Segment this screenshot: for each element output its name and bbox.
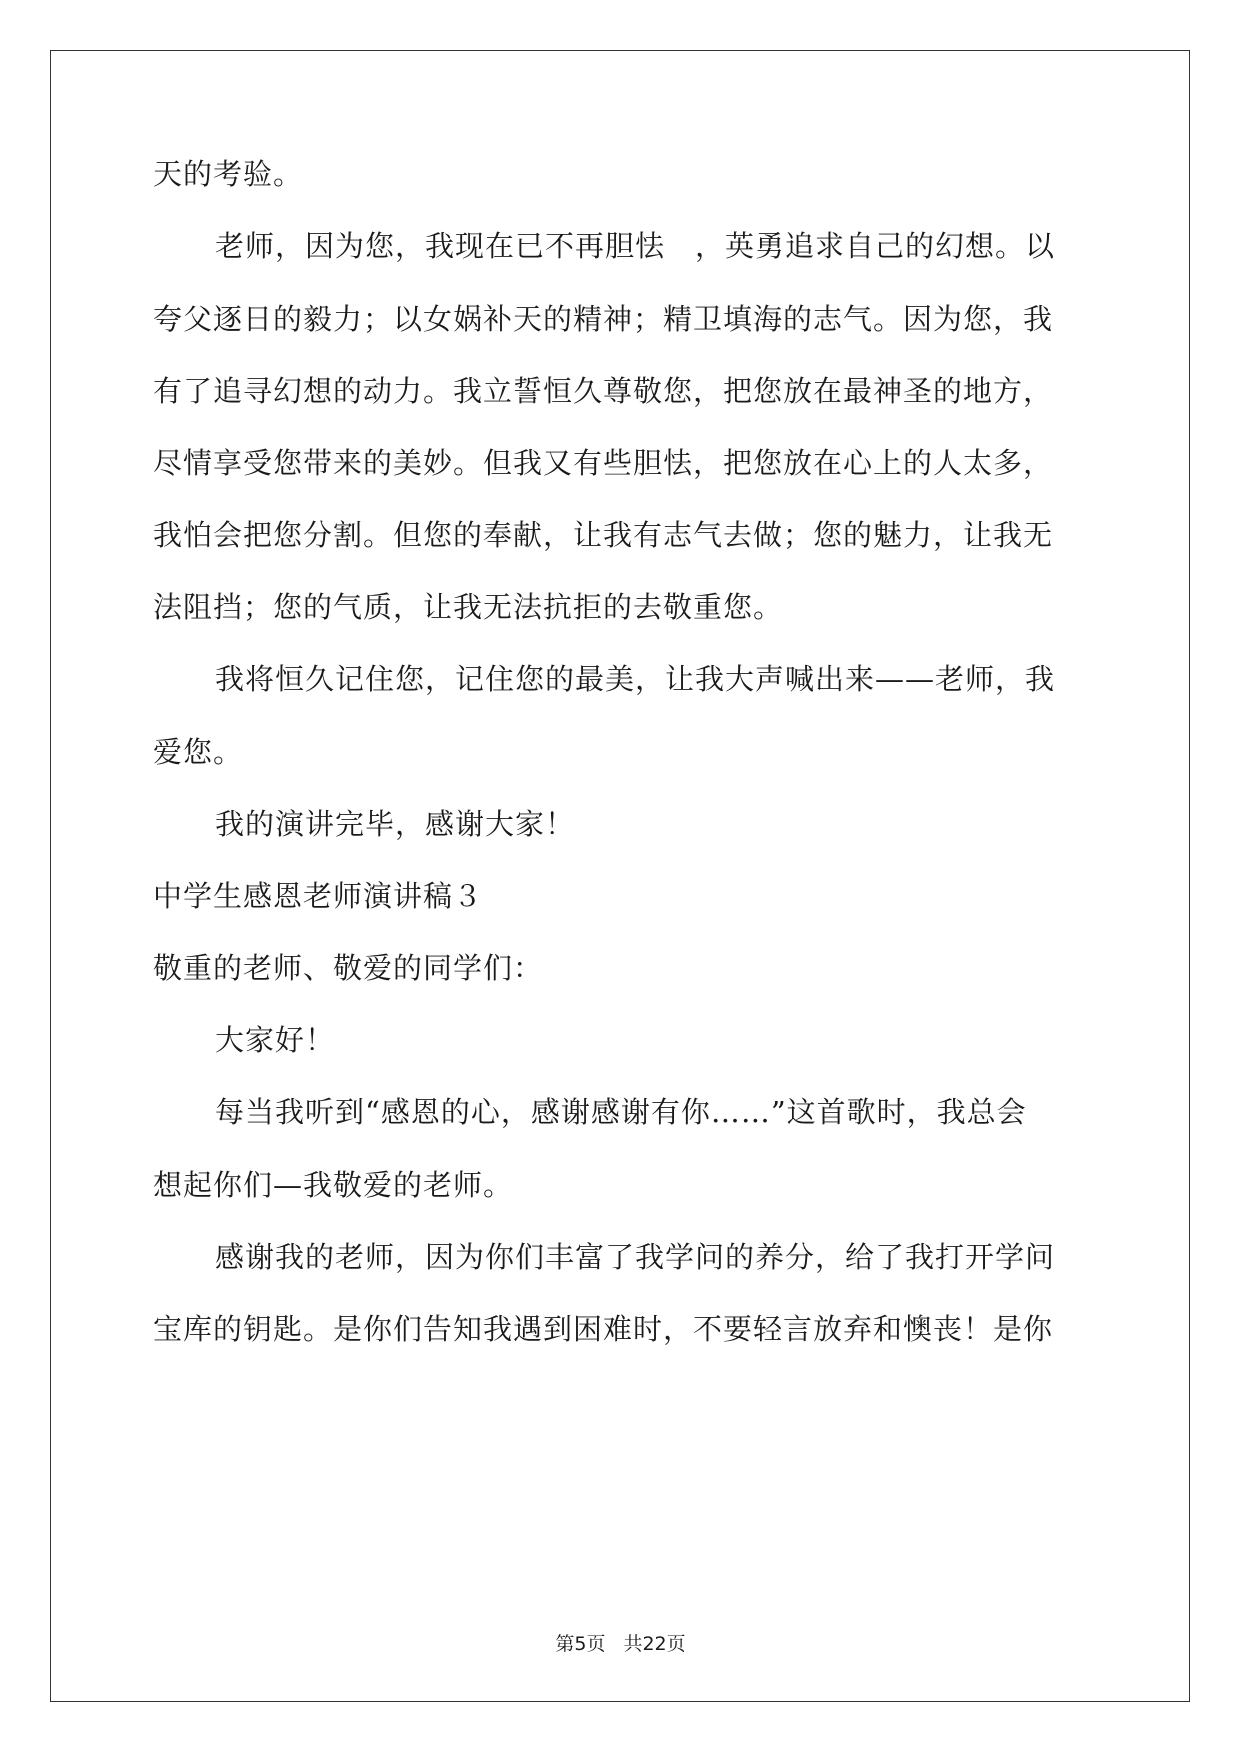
page-total: 22 (642, 1633, 667, 1655)
text-line-4: 有了追寻幻想的动力。我立誓恒久尊敬您，把您放在最神圣的地方， (153, 374, 1054, 408)
text-line-2: 老师，因为您，我现在已不再胆怯 ，英勇追求自己的幻想。以 (215, 229, 1056, 263)
greeting: 大家好！ (215, 1023, 336, 1057)
text-line-10: 我的演讲完毕，感谢大家！ (215, 807, 576, 841)
text-line-7: 法阻挡；您的气质，让我无法抗拒的去敬重您。 (153, 590, 784, 624)
page-border (50, 50, 1190, 1702)
text-line-16: 感谢我的老师，因为你们丰富了我学问的养分，给了我打开学问 (215, 1240, 1056, 1274)
text-line-15: 想起你们—我敬爱的老师。 (153, 1168, 514, 1202)
total-prefix: 共 (623, 1633, 643, 1655)
page-unit: 页 (586, 1633, 606, 1655)
text-line-6: 我怕会把您分割。但您的奉献，让我有志气去做；您的魅力，让我无 (153, 518, 1054, 552)
text-line-17: 宝库的钥匙。是你们告知我遇到困难时，不要轻言放弃和懊丧！是你 (153, 1312, 1054, 1346)
text-line-1: 天的考验。 (153, 157, 304, 191)
total-unit: 页 (666, 1633, 686, 1655)
page-current: 5 (574, 1633, 587, 1655)
salutation: 敬重的老师、敬爱的同学们： (153, 951, 544, 985)
text-line-5: 尽情享受您带来的美妙。但我又有些胆怯，把您放在心上的人太多， (153, 446, 1054, 480)
text-line-3: 夸父逐日的毅力；以女娲补天的精神；精卫填海的志气。因为您，我 (153, 302, 1054, 336)
section-title: 中学生感恩老师演讲稿３ (153, 879, 484, 913)
page-footer (0, 1632, 1241, 1656)
text-line-9: 爱您。 (153, 735, 244, 769)
page-prefix: 第 (555, 1633, 575, 1655)
text-line-14: 每当我听到“感恩的心，感谢感谢有你……”这首歌时，我总会 (215, 1095, 1027, 1129)
text-line-8: 我将恒久记住您，记住您的最美，让我大声喊出来——老师，我 (215, 662, 1056, 696)
